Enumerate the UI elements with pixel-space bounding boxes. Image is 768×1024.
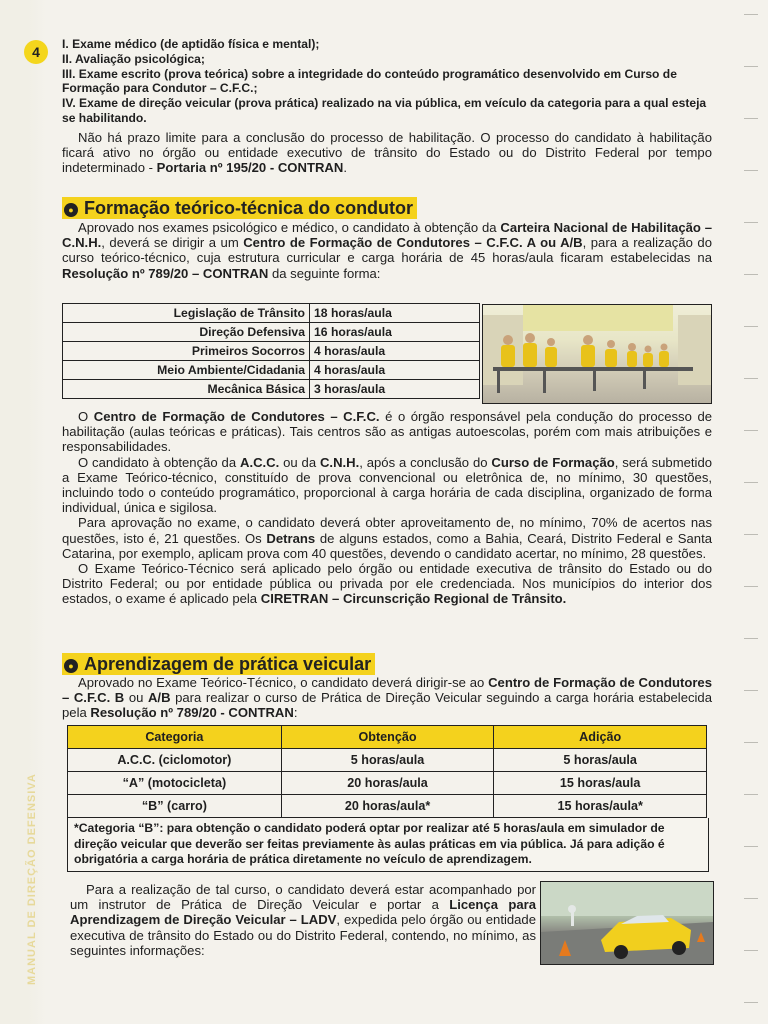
edge-tick	[744, 1002, 758, 1003]
text-run: de alguns estados, como a Bahia, Ceará, Distrito Federal e Santa Catarina, por exemplo, aplicam prova com 40 questões, devendo o candidato acertar, no mínimo, 28 questões.	[62, 530, 713, 561]
category-cell: 20 horas/aula*	[281, 795, 494, 818]
category-table-wrapper	[67, 725, 709, 872]
edge-tick	[744, 898, 758, 899]
edge-tick	[744, 170, 758, 171]
section-title-text: Formação teórico-técnica do condutor	[84, 198, 414, 218]
text-run: Para aprovação no exame, o candidato deverá obter aproveitamento de, no mínimo, 70% de acertos nas questões, isto é, 21 questões. Os	[62, 515, 712, 546]
hours-row	[63, 342, 480, 361]
edge-tick	[744, 742, 758, 743]
paragraph-bold: Portaria nº 195/20 - CONTRAN	[156, 160, 344, 176]
section-bullet-icon: ●	[64, 203, 78, 217]
text-run: da seguinte forma:	[268, 265, 381, 281]
text-run: Aprovado no Exame Teórico-Técnico, o candidato deverá dirigir-se ao	[78, 675, 489, 690]
bold-text: A/B	[147, 690, 171, 706]
category-header-row	[68, 726, 707, 749]
section-title-text: Aprendizagem de prática veicular	[84, 654, 372, 674]
section1-paragraph	[62, 455, 712, 516]
text-run: O Exame Teórico-Técnico será aplicado pelo órgão ou entidade executiva de trânsito do Estado ou do Distrito Federal; ou por entidade pública ou privada por ele credenciada. Nos municípios do interior dos estados, o exame é aplicado pela	[62, 561, 712, 607]
category-note: *Categoria “B”: para obtenção o candidato poderá optar por realizar até 5 horas/aula em simulador de direção veicular que deverão ser feitas previamente às aulas práticas em via pública. Já para adição é obrigatória a carga horária de prática diretamente no veículo de aprendizagem.	[67, 818, 709, 872]
paragraph-text: Não há prazo limite para a conclusão do processo de habilitação. O processo do candidato à habilitação ficará ativo no órgão ou entidade executivo de trânsito do Estado ou do Distrito Federal por tempo indeterminado -	[62, 129, 712, 176]
text-run: ou	[124, 690, 148, 706]
subject-cell: Legislação de Trânsito	[63, 304, 310, 323]
edge-tick	[744, 586, 758, 587]
edge-tick	[744, 534, 758, 535]
driving-lesson-photo	[540, 881, 714, 965]
bold-text: Resolução nº 789/20 - CONTRAN	[90, 705, 294, 721]
bold-text: Licença para Aprendizagem de Direção Veicular – LADV	[70, 897, 536, 928]
page-number: 4	[24, 40, 48, 64]
category-table	[67, 725, 707, 818]
page-margin-strip	[0, 0, 46, 1024]
text-run: ou da	[279, 454, 320, 470]
edge-tick	[744, 950, 758, 951]
intro-item: IV. Exame de direção veicular (prova prática) realizado na via pública, em veículo da categoria para a qual esteja se habilitando.	[62, 96, 707, 125]
category-cell: “A” (motocicleta)	[68, 772, 282, 795]
section1-paragraph	[62, 515, 712, 561]
final-paragraph-block	[70, 882, 536, 958]
hours-row	[63, 323, 480, 342]
subject-cell: Mecânica Básica	[63, 380, 310, 399]
hours-cell: 16 horas/aula	[310, 323, 480, 342]
section-title-aprendizagem	[62, 653, 375, 675]
category-header-cell: Adição	[494, 726, 707, 749]
hours-cell: 3 horas/aula	[310, 380, 480, 399]
category-row	[68, 795, 707, 818]
section2-body	[62, 675, 712, 721]
section-bullet-icon: ●	[64, 659, 78, 673]
car-illustration	[541, 882, 713, 964]
bold-text: Centro de Formação de Condutores – C.F.C. B	[62, 675, 712, 706]
edge-tick	[744, 794, 758, 795]
intro-item: III. Exame escrito (prova teórica) sobre a integridade do conteúdo programático desenvolvido em Curso de Formação para Condutor – C.F.C.;	[62, 66, 677, 96]
text-run: é o órgão responsável pela condução do processo de habilitação (aulas teóricas e práticas). Tais centros são as antigas autoescolas, porém com mais atribuições e responsabilidades.	[62, 409, 713, 455]
subject-cell: Direção Defensiva	[63, 323, 310, 342]
subject-cell: Meio Ambiente/Cidadania	[63, 361, 310, 380]
edge-tick	[744, 690, 758, 691]
category-cell: 20 horas/aula	[281, 772, 494, 795]
section2-paragraph	[62, 675, 712, 721]
edge-tick	[744, 66, 758, 67]
bold-text: Carteira Nacional de Habilitação – C.N.H.	[62, 220, 712, 251]
hours-cell: 4 horas/aula	[310, 342, 480, 361]
intro-block	[62, 37, 712, 175]
text-run: , será submetido a Exame Teórico-técnico, constituído de prova convencional ou eletrônica de, no mínimo, 30 questões, incluindo todo o conteúdo programático, proporcional à carga horária de cada disciplina, organizado de forma individual, única e sigilosa.	[62, 454, 713, 516]
hours-row	[63, 380, 480, 399]
section1-paragraph	[62, 409, 712, 455]
side-vertical-text: MANUAL DE DIREÇÃO DEFENSIVA	[26, 773, 38, 985]
hours-row	[63, 361, 480, 380]
classroom-photo	[482, 304, 712, 404]
hours-table	[62, 303, 480, 399]
category-cell: 5 horas/aula	[281, 749, 494, 772]
bold-text: Centro de Formação de Condutores – C.F.C.	[93, 409, 380, 424]
text-run: , para a realização do curso teórico-técnico, cuja estrutura curricular e carga horária de 45 horas/aula ficaram estabelecidas na	[62, 235, 712, 266]
category-cell: 15 horas/aula*	[494, 795, 707, 818]
section1-body	[62, 220, 712, 281]
category-header-cell: Categoria	[68, 726, 282, 749]
edge-tick	[744, 222, 758, 223]
hours-cell: 18 horas/aula	[310, 304, 480, 323]
subject-cell: Primeiros Socorros	[63, 342, 310, 361]
text-run: O	[78, 409, 94, 424]
text-run: para realizar o curso de Prática de Direção Veicular seguindo a carga horária estabelecida pela	[62, 690, 713, 721]
edge-tick	[744, 274, 758, 275]
bold-text: Curso de Formação	[491, 454, 615, 470]
section1-paragraph	[62, 561, 712, 607]
edge-tick	[744, 326, 758, 327]
bold-text: A.C.C.	[239, 454, 280, 470]
text-run: Aprovado nos exames psicológico e médico, o candidato à obtenção da	[78, 220, 501, 235]
text-run: , deverá se dirigir a um	[101, 235, 244, 251]
section1-paragraphs	[62, 409, 712, 607]
hours-row	[63, 304, 480, 323]
edge-tick	[744, 482, 758, 483]
text-run: , após a conclusão do	[359, 454, 492, 470]
bold-text: C.N.H.	[319, 454, 360, 470]
edge-tick	[744, 846, 758, 847]
paragraph-end: .	[343, 160, 347, 176]
intro-item: II. Avaliação psicológica;	[62, 51, 205, 66]
category-cell: “B” (carro)	[68, 795, 282, 818]
edge-tick	[744, 378, 758, 379]
bold-text: Detrans	[266, 530, 316, 546]
text-run: O candidato à obtenção da	[78, 454, 240, 470]
edge-tick	[744, 638, 758, 639]
final-paragraph	[70, 882, 536, 958]
category-cell: 5 horas/aula	[494, 749, 707, 772]
text-run: Para a realização de tal curso, o candidato deverá estar acompanhado por um instrutor de Prática de Direção Veicular e portar a	[70, 882, 536, 913]
section-title-formacao	[62, 197, 417, 219]
text-run: :	[293, 705, 298, 721]
category-cell: 15 horas/aula	[494, 772, 707, 795]
edge-tick	[744, 430, 758, 431]
category-cell: A.C.C. (ciclomotor)	[68, 749, 282, 772]
category-header-cell: Obtenção	[281, 726, 494, 749]
right-edge-ticks	[738, 0, 768, 1024]
section1-paragraph	[62, 220, 712, 281]
hours-cell: 4 horas/aula	[310, 361, 480, 380]
edge-tick	[744, 14, 758, 15]
edge-tick	[744, 118, 758, 119]
paragraph-prazo	[62, 130, 712, 176]
bold-text: Resolução nº 789/20 – CONTRAN	[62, 265, 269, 281]
classroom-illustration	[483, 305, 711, 403]
intro-item: I. Exame médico (de aptidão física e mental);	[62, 37, 320, 51]
category-row	[68, 772, 707, 795]
bold-text: CIRETRAN – Circunscrição Regional de Trânsito.	[260, 591, 567, 607]
text-run: , expedida pelo órgão ou entidade executiva de trânsito do Estado ou do Distrito Federal, contendo, no mínimo, as seguintes informações:	[70, 912, 536, 958]
bold-text: Centro de Formação de Condutores – C.F.C. A ou A/B	[243, 235, 583, 251]
category-row	[68, 749, 707, 772]
